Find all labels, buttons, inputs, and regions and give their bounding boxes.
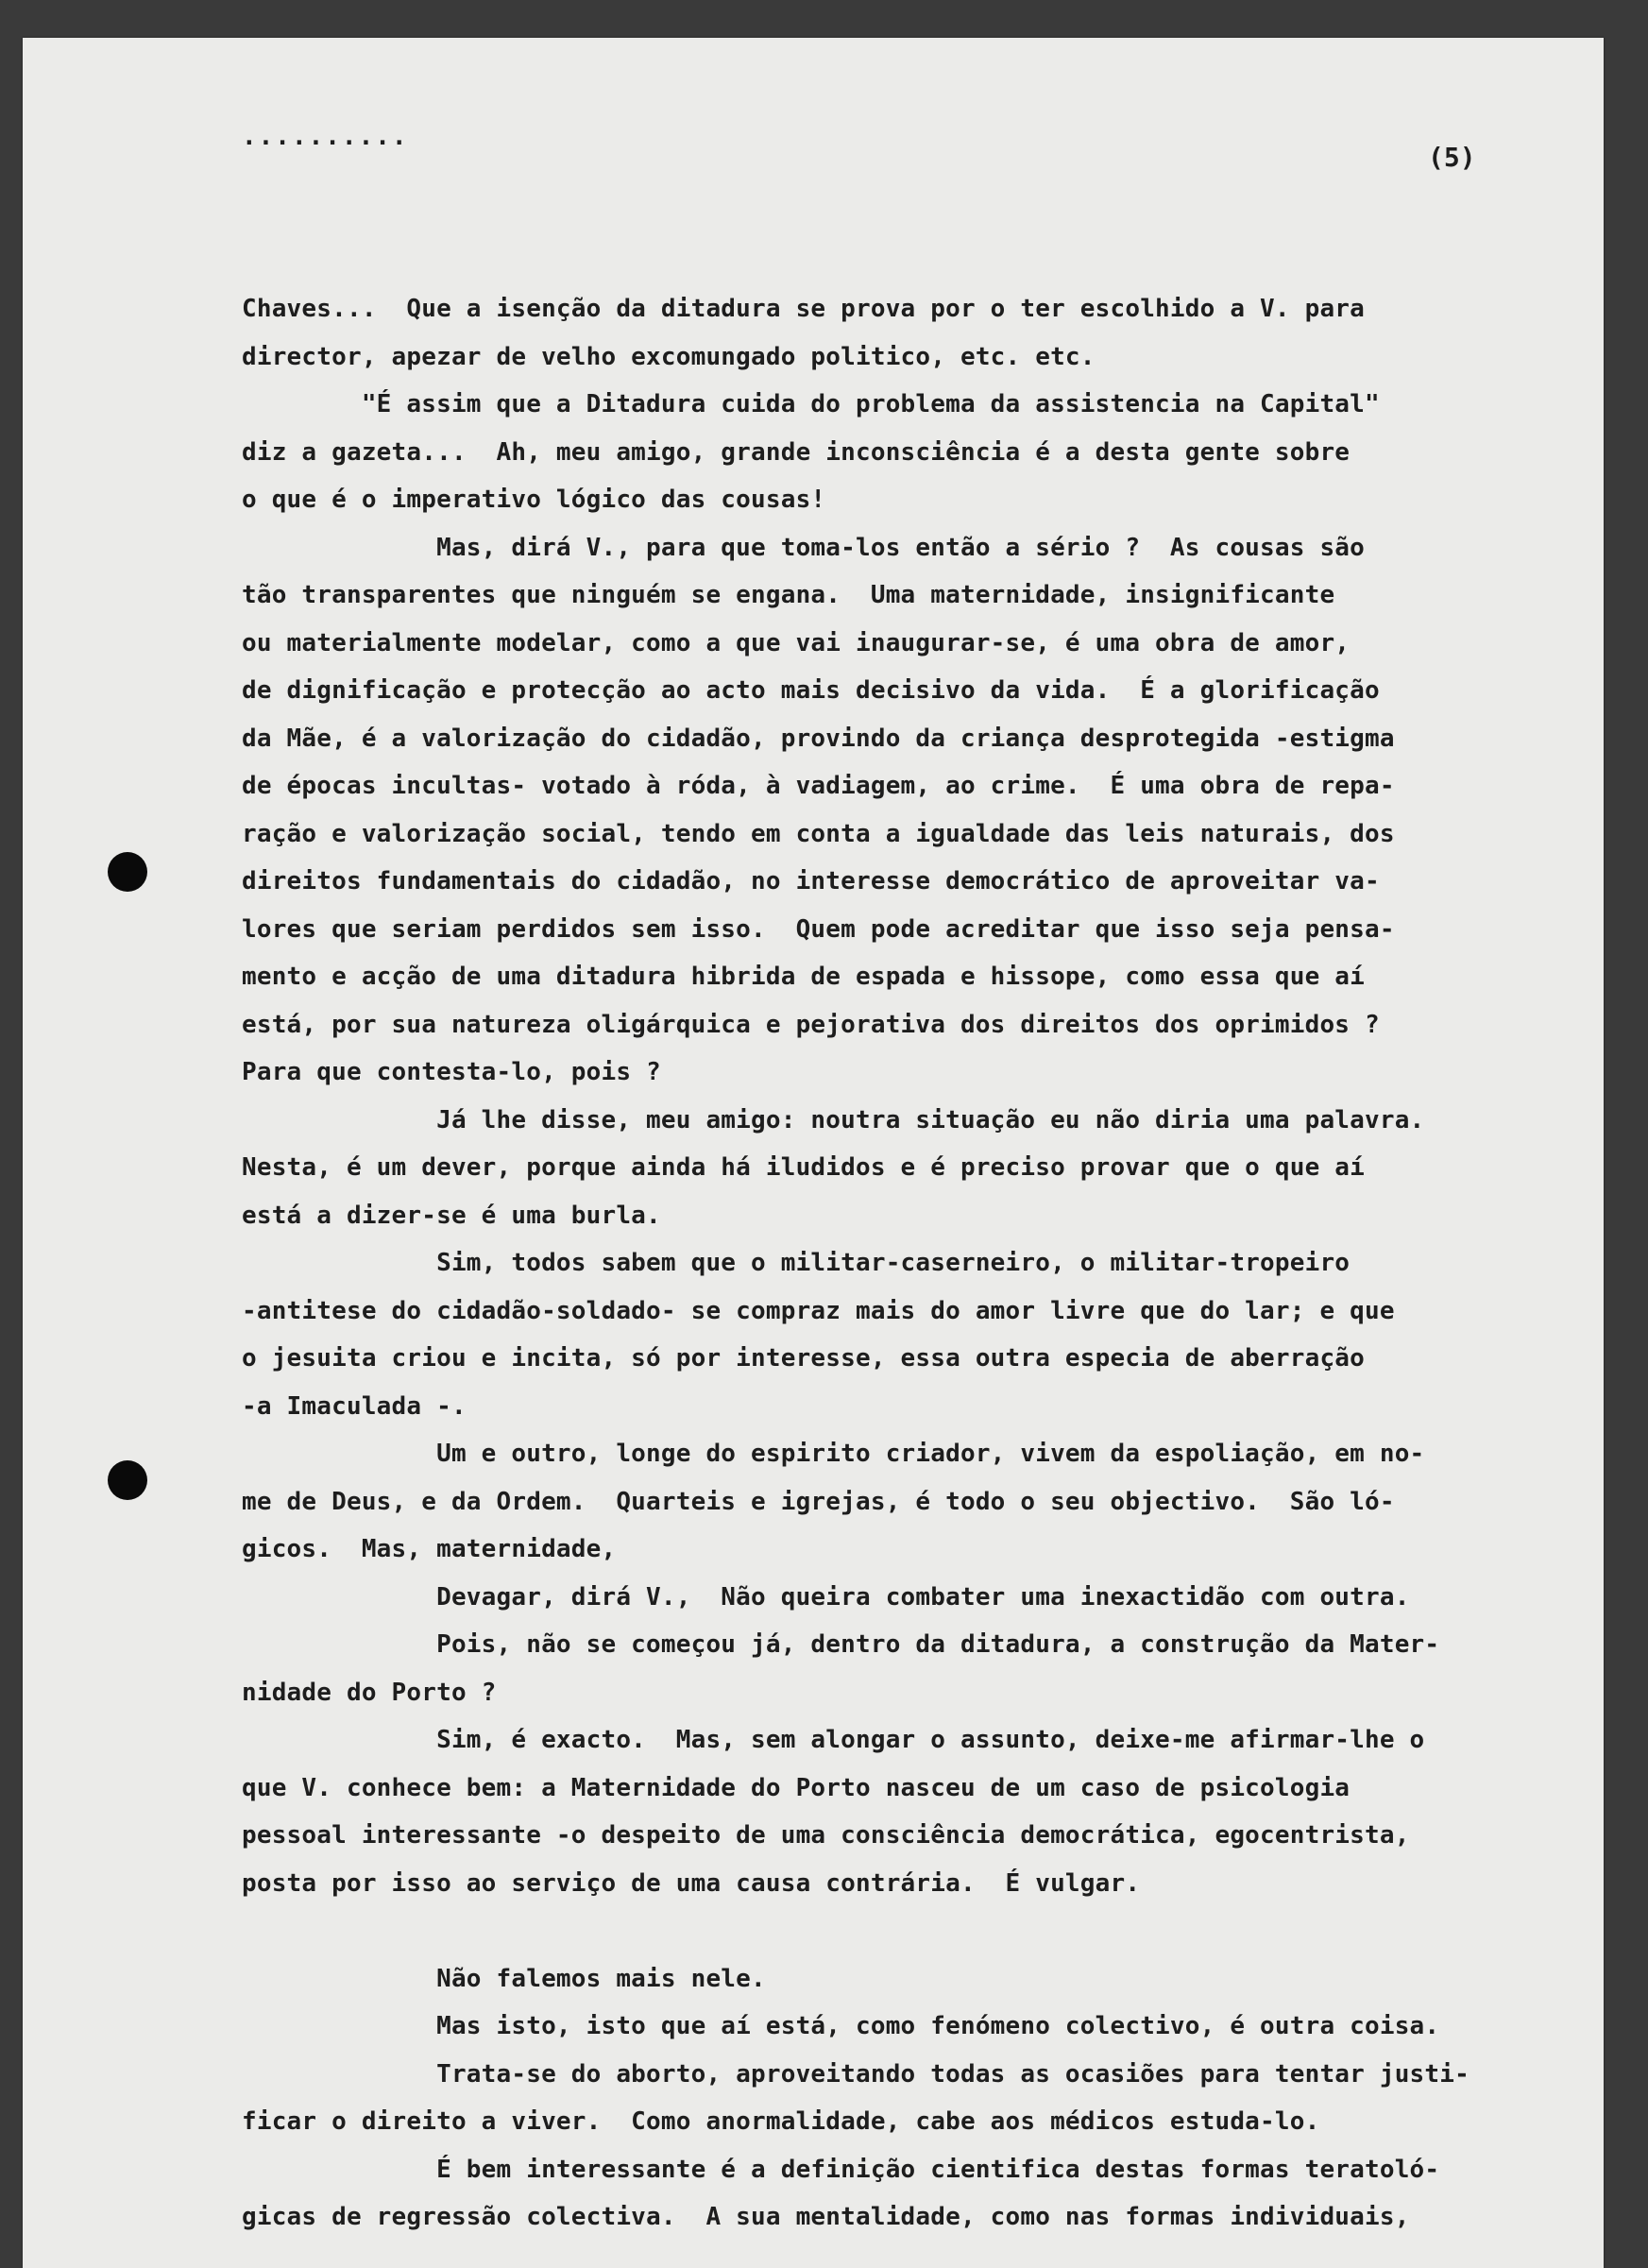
text-line: ficar o direito a viver. Como anormalidade, cabe aos médicos estuda-lo. bbox=[242, 2107, 1320, 2136]
text-line: ou materialmente modelar, como a que vai inaugurar-se, é uma obra de amor, bbox=[242, 628, 1351, 657]
text-line: -a Imaculada -. bbox=[242, 1391, 467, 1421]
text-line: está, por sua natureza oligárquica e pejorativa dos direitos dos oprimidos ? bbox=[242, 1010, 1380, 1039]
text-line bbox=[242, 1907, 1602, 1955]
document-page bbox=[23, 38, 1604, 2268]
text-line: Um e outro, longe do espirito criador, vivem da espoliação, em no- bbox=[242, 1440, 1425, 1468]
text-line: o jesuita criou e incita, só por interesse, essa outra especia de aberração bbox=[242, 1344, 1365, 1373]
text-line: Sim, é exacto. Mas, sem alongar o assunto, deixe-me afirmar-lhe o bbox=[242, 1726, 1425, 1754]
text-line: Já lhe disse, meu amigo: noutra situação eu não diria uma palavra. bbox=[242, 1105, 1425, 1134]
document-body bbox=[242, 285, 1602, 2242]
text-line: está a dizer-se é uma burla. bbox=[242, 1201, 661, 1230]
text-line: Para que contesta-lo, pois ? bbox=[242, 1058, 661, 1086]
text-line: ração e valorização social, tendo em conta a igualdade das leis naturais, dos bbox=[242, 819, 1395, 848]
text-line: director, apezar de velho excomungado politico, etc. etc. bbox=[242, 342, 1096, 371]
text-line: da Mãe, é a valorização do cidadão, provindo da criança desprotegida -estigma bbox=[242, 724, 1395, 753]
text-line: Devagar, dirá V., Não queira combater uma inexactidão com outra. bbox=[242, 1582, 1410, 1611]
text-line: o que é o imperativo lógico das cousas! bbox=[242, 486, 826, 514]
text-line: Sim, todos sabem que o militar-caserneiro, o militar-tropeiro bbox=[242, 1249, 1351, 1277]
text-line: gicos. Mas, maternidade, bbox=[242, 1535, 617, 1563]
punch-hole bbox=[108, 1460, 147, 1500]
text-line: Mas, dirá V., para que toma-los então a sério ? As cousas são bbox=[242, 533, 1365, 562]
text-line: Chaves... Que a isenção da ditadura se prova por o ter escolhido a V. para bbox=[242, 295, 1365, 323]
punch-hole bbox=[108, 852, 147, 892]
text-line: Trata-se do aborto, aproveitando todas as ocasiões para tentar justi- bbox=[242, 2059, 1470, 2089]
text-line: Não falemos mais nele. bbox=[242, 1964, 766, 1993]
text-line: tão transparentes que ninguém se engana. Uma maternidade, insignificante bbox=[242, 581, 1335, 609]
text-line: lores que seriam perdidos sem isso. Quem pode acreditar que isso seja pensa- bbox=[242, 914, 1395, 944]
text-line: de dignificação e protecção ao acto mais decisivo da vida. É a glorificação bbox=[242, 676, 1380, 705]
text-line: direitos fundamentais do cidadão, no interesse democrático de aproveitar va- bbox=[242, 867, 1380, 895]
text-line: -antitese do cidadão-soldado- se compraz mais do amor livre que do lar; e que bbox=[242, 1296, 1395, 1325]
page-number: (5) bbox=[1428, 142, 1476, 173]
text-line: mento e acção de uma ditadura hibrida de espada e hissope, como essa que aí bbox=[242, 963, 1365, 991]
text-line: de épocas incultas- votado à róda, à vadiagem, ao crime. É uma obra de repa- bbox=[242, 772, 1395, 800]
text-line: Nesta, é um dever, porque ainda há iludidos e é preciso provar que o que aí bbox=[242, 1153, 1365, 1182]
text-line: É bem interessante é a definição cientifica destas formas teratoló- bbox=[242, 2155, 1440, 2184]
text-line: Mas isto, isto que aí está, como fenómeno colectivo, é outra coisa. bbox=[242, 2012, 1440, 2040]
header-dots: .......... bbox=[242, 123, 409, 151]
text-line: que V. conhece bem: a Maternidade do Porto nasceu de um caso de psicologia bbox=[242, 1773, 1351, 1802]
text-line: diz a gazeta... Ah, meu amigo, grande inconsciência é a desta gente sobre bbox=[242, 437, 1351, 467]
text-line: posta por isso ao serviço de uma causa contrária. É vulgar. bbox=[242, 1868, 1141, 1898]
text-line: "É assim que a Ditadura cuida do problema da assistencia na Capital" bbox=[242, 390, 1380, 418]
text-line: Pois, não se começou já, dentro da ditadura, a construção da Mater- bbox=[242, 1630, 1440, 1659]
text-line: gicas de regressão colectiva. A sua mentalidade, como nas formas individuais, bbox=[242, 2203, 1410, 2231]
text-line: me de Deus, e da Ordem. Quarteis e igrejas, é todo o seu objectivo. São ló- bbox=[242, 1487, 1395, 1516]
text-line: nidade do Porto ? bbox=[242, 1678, 497, 1707]
text-line: pessoal interessante -o despeito de uma consciência democrática, egocentrista, bbox=[242, 1821, 1410, 1850]
